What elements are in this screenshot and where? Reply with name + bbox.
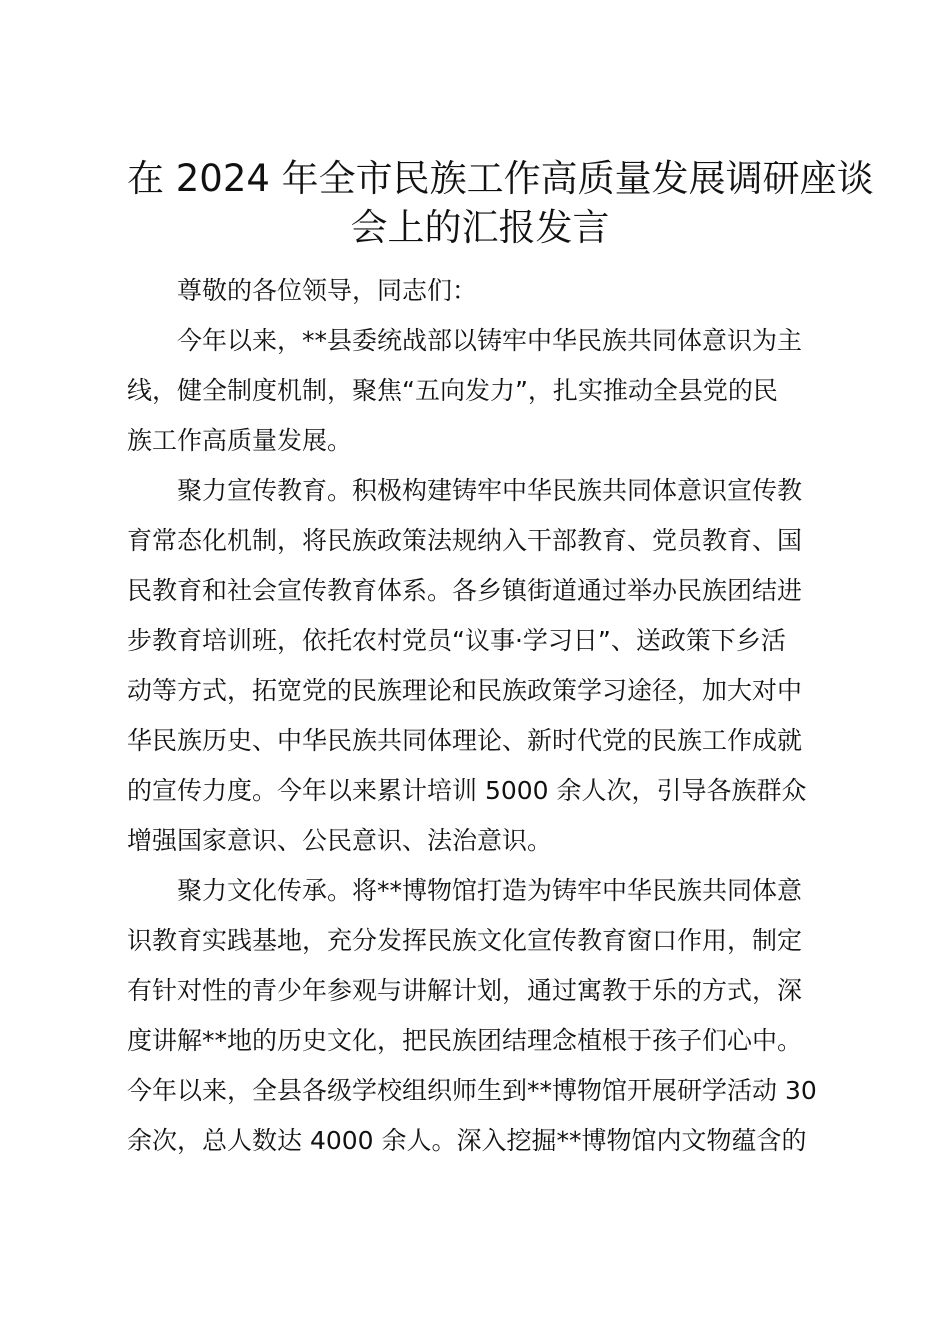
paragraph-line: 步教育培训班，依托农村党员“议事·学习日”、送政策下乡活 bbox=[127, 626, 786, 655]
salutation-line: 尊敬的各位领导，同志们： bbox=[177, 276, 478, 305]
paragraph-line: 余次，总人数达 4000 余人。深入挖掘**博物馆内文物蕴含的 bbox=[127, 1126, 807, 1155]
paragraph-line: 族工作高质量发展。 bbox=[127, 426, 353, 455]
paragraph-line: 动等方式，拓宽党的民族理论和民族政策学习途径，加大对中 bbox=[127, 676, 803, 705]
document-page bbox=[127, 154, 874, 1166]
paragraph-line: 有针对性的青少年参观与讲解计划，通过寓教于乐的方式，深 bbox=[127, 976, 803, 1005]
paragraph-line: 今年以来，**县委统战部以铸牢中华民族共同体意识为主 bbox=[177, 326, 803, 355]
paragraph-line: 聚力文化传承。将**博物馆打造为铸牢中华民族共同体意 bbox=[177, 876, 803, 905]
paragraph-line: 识教育实践基地，充分发挥民族文化宣传教育窗口作用，制定 bbox=[127, 926, 803, 955]
title-line-2: 会上的汇报发言 bbox=[350, 206, 610, 249]
paragraph-intro bbox=[127, 316, 833, 466]
paragraph-publicity-education bbox=[127, 466, 833, 866]
paragraph-line: 华民族历史、中华民族共同体理论、新时代党的民族工作成就 bbox=[127, 726, 803, 755]
paragraph-line: 度讲解**地的历史文化，把民族团结理念植根于孩子们心中。 bbox=[127, 1026, 803, 1055]
paragraph-line: 民教育和社会宣传教育体系。各乡镇街道通过举办民族团结进 bbox=[127, 576, 803, 605]
paragraph-cultural-heritage bbox=[127, 866, 833, 1166]
title-line-1: 在 2024 年全市民族工作高质量发展调研座谈 bbox=[127, 157, 874, 200]
paragraph-line: 的宣传力度。今年以来累计培训 5000 余人次，引导各族群众 bbox=[127, 776, 807, 805]
paragraph-line: 聚力宣传教育。积极构建铸牢中华民族共同体意识宣传教 bbox=[177, 476, 803, 505]
salutation bbox=[127, 266, 833, 316]
document-body bbox=[127, 266, 833, 1166]
paragraph-line: 线，健全制度机制，聚焦“五向发力”，扎实推动全县党的民 bbox=[127, 376, 778, 405]
document-title bbox=[127, 154, 874, 252]
paragraph-line: 育常态化机制，将民族政策法规纳入干部教育、党员教育、国 bbox=[127, 526, 803, 555]
paragraph-line: 增强国家意识、公民意识、法治意识。 bbox=[127, 826, 553, 855]
paragraph-line: 今年以来，全县各级学校组织师生到**博物馆开展研学活动 30 bbox=[127, 1076, 817, 1105]
